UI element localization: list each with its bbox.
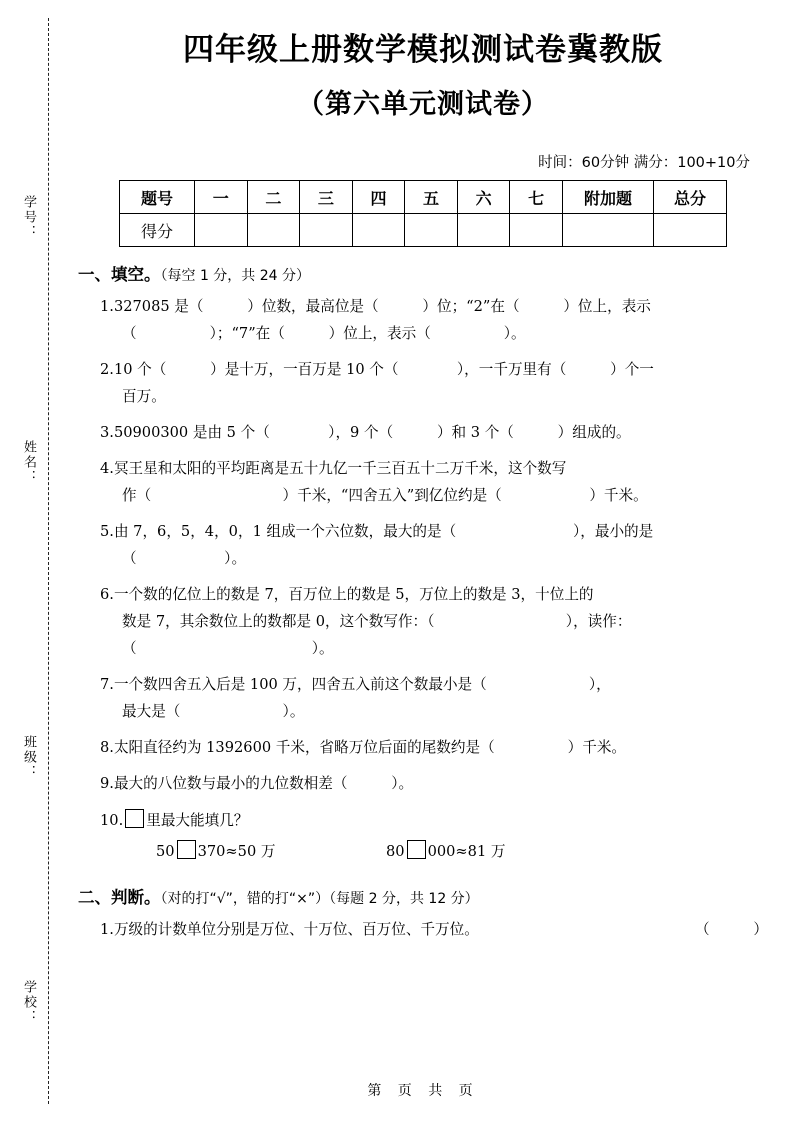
question-2-line-1 — [100, 357, 768, 384]
question-2-text-1: 10 个（ ）是十万，一百万是 10 个（ ），一千万里有（ ）个一 — [113, 361, 654, 379]
question-6-number: 6. — [100, 586, 114, 604]
score-row-label-2: 得分 — [120, 214, 195, 247]
score-header-extra: 附加题 — [563, 181, 654, 214]
score-header-6: 六 — [457, 181, 510, 214]
score-cell-total[interactable] — [654, 214, 727, 247]
page-title: 四年级上册数学模拟测试卷冀教版 — [183, 32, 663, 68]
question-6-line-2: 数是 7，其余数位上的数都是 0，这个数写作：（ ），读作： — [122, 613, 632, 631]
question-10-subitems — [100, 839, 768, 866]
question-10-sub1-left: 50 — [156, 843, 175, 861]
question-4-line-2: 作（ ）千米，“四舍五入”到亿位约是（ ）千米。 — [122, 487, 648, 505]
question-9-text-1: 最大的八位数与最小的九位数相差（ ）。 — [113, 775, 414, 793]
question-1 — [78, 294, 768, 348]
question-s2-1-line-1 — [100, 917, 768, 944]
question-8-text-1: 太阳直径约为 1392600 千米，省略万位后面的尾数约是（ ）千米。 — [113, 739, 627, 757]
section-heading-1 — [78, 261, 768, 285]
question-6 — [78, 582, 768, 663]
question-2-number: 2. — [100, 361, 114, 379]
question-1-number: 1. — [100, 298, 114, 316]
question-10-sub1-right: 370≈50 万 — [197, 843, 276, 861]
score-cell-7[interactable] — [510, 214, 563, 247]
score-row-label-1: 题号 — [120, 181, 195, 214]
question-7-text-1: 一个数四舍五入后是 100 万，四舍五入前这个数最小是（ ）， — [113, 676, 611, 694]
question-4-number: 4. — [100, 460, 114, 478]
question-5-text-1: 由 7，6，5，4，0，1 组成一个六位数，最大的是（ ），最小的是 — [113, 523, 654, 541]
margin-label-name: 姓名： — [21, 440, 36, 485]
question-6-line-1 — [100, 582, 768, 609]
question-s2-1 — [78, 917, 768, 944]
section-title-1: 一、填空。 — [78, 265, 161, 285]
question-2 — [78, 357, 768, 411]
question-4-text-1: 冥王星和太阳的平均距离是五十九亿一千三百五十二万千米，这个数写 — [113, 460, 567, 478]
score-table — [119, 180, 727, 247]
score-cell-5[interactable] — [405, 214, 458, 247]
margin-label-class: 班级： — [21, 735, 36, 780]
question-10-sub2-left: 80 — [386, 843, 405, 861]
question-10-sub2-right: 000≈81 万 — [427, 843, 506, 861]
question-10-subitem-2 — [386, 839, 505, 866]
question-s2-1-number: 1. — [100, 921, 114, 939]
margin-label-school: 学校： — [21, 980, 36, 1025]
score-cell-1[interactable] — [195, 214, 248, 247]
question-8-line-1 — [100, 735, 768, 762]
score-header-5: 五 — [405, 181, 458, 214]
score-cell-6[interactable] — [457, 214, 510, 247]
table-row-headers — [120, 181, 727, 214]
score-header-1: 一 — [195, 181, 248, 214]
question-3-line-1 — [100, 420, 768, 447]
question-6-text-1: 一个数的亿位上的数是 7，百万位上的数是 5，万位上的数是 3，十位上的 — [113, 586, 594, 604]
score-cell-4[interactable] — [352, 214, 405, 247]
score-cell-3[interactable] — [300, 214, 353, 247]
question-3-number: 3. — [100, 424, 114, 442]
cut-dashed-line — [48, 18, 49, 1104]
question-9 — [78, 771, 768, 798]
question-4 — [78, 456, 768, 510]
section-heading-2 — [78, 884, 768, 908]
question-3 — [78, 420, 768, 447]
question-4-line-1 — [100, 456, 768, 483]
question-9-line-1 — [100, 771, 768, 798]
score-header-total: 总分 — [654, 181, 727, 214]
page-footer: 第 页 共 页 — [367, 1083, 479, 1099]
answer-box-icon-2[interactable] — [407, 840, 426, 859]
margin-label-student-id: 学号： — [21, 195, 36, 240]
score-header-3: 三 — [300, 181, 353, 214]
question-5-number: 5. — [100, 523, 114, 541]
question-10-text-1: 里最大能填几？ — [146, 812, 249, 830]
score-cell-2[interactable] — [247, 214, 300, 247]
score-cell-extra[interactable] — [563, 214, 654, 247]
question-1-line-1 — [100, 294, 768, 321]
question-2-line-2: 百万。 — [122, 388, 166, 406]
question-s2-1-text-1: 万级的计数单位分别是万位、十万位、百万位、千万位。 — [113, 921, 479, 939]
score-header-4: 四 — [352, 181, 405, 214]
question-10 — [78, 808, 768, 866]
question-6-line-3: （ ）。 — [122, 640, 334, 658]
section-note-2: （对的打“√”，错的打“×”）（每题 2 分，共 12 分） — [160, 891, 479, 908]
score-header-7: 七 — [510, 181, 563, 214]
score-header-2: 二 — [247, 181, 300, 214]
question-9-number: 9. — [100, 775, 114, 793]
question-10-subitem-1 — [156, 839, 386, 866]
question-7-line-2: 最大是（ ）。 — [122, 703, 305, 721]
question-8 — [78, 735, 768, 762]
question-10-line-1 — [100, 808, 768, 835]
question-7-line-1 — [100, 672, 768, 699]
question-5-line-1 — [100, 519, 768, 546]
page-subtitle: （第六单元测试卷） — [297, 89, 549, 121]
question-7-number: 7. — [100, 676, 114, 694]
exam-page — [78, 0, 768, 1122]
question-8-number: 8. — [100, 739, 114, 757]
table-row-scores — [120, 214, 727, 247]
question-5-line-2: （ ）。 — [122, 550, 247, 568]
question-10-number: 10. — [100, 812, 124, 830]
exam-meta: 时间：60分钟 满分：100+10分 — [538, 155, 750, 172]
answer-box-icon-1[interactable] — [177, 840, 196, 859]
question-5 — [78, 519, 768, 573]
question-7 — [78, 672, 768, 726]
question-3-text-1: 50900300 是由 5 个（ ），9 个（ ）和 3 个（ ）组成的。 — [113, 424, 631, 442]
answer-box-icon[interactable] — [125, 809, 144, 828]
section-title-2: 二、判断。 — [78, 888, 161, 908]
section-note-1: （每空 1 分，共 24 分） — [160, 268, 311, 285]
question-s2-1-answer-blank[interactable]: （ ） — [695, 921, 768, 939]
question-1-text-1: 327085 是（ ）位数，最高位是（ ）位；“2”在（ ）位上，表示 — [113, 298, 651, 316]
question-1-line-2: （ ）；“7”在（ ）位上，表示（ ）。 — [122, 325, 526, 343]
